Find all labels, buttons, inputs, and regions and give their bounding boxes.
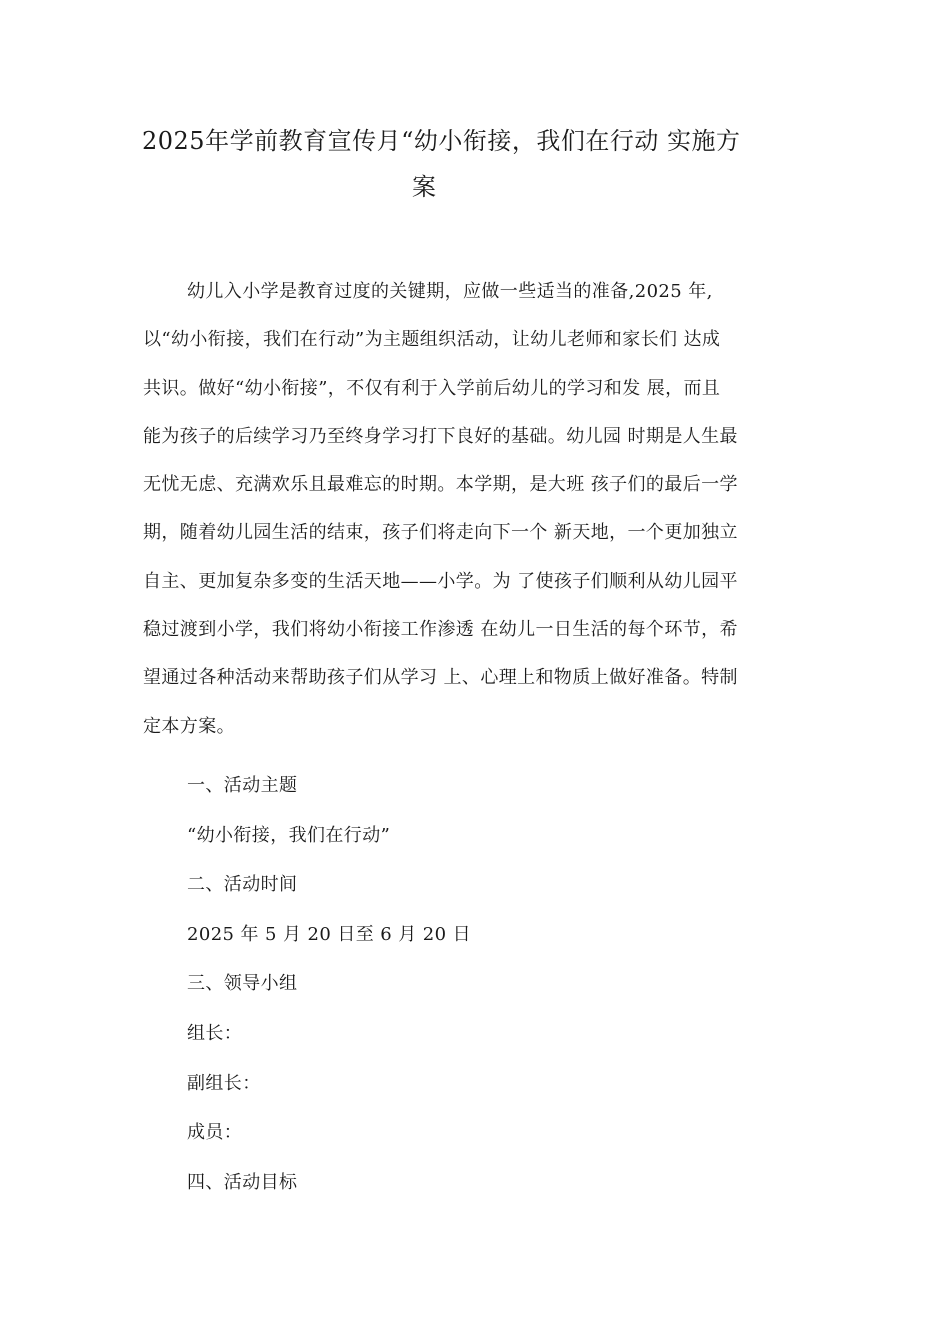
intro-line: 幼儿入小学是教育过度的关键期，应做一些适当的准备,2025 年,	[187, 281, 713, 302]
document-title	[142, 118, 822, 210]
section-heading-time: 二、活动时间	[187, 874, 298, 896]
intro-paragraph	[143, 268, 823, 751]
section-heading-theme: 一、活动主题	[187, 775, 298, 796]
theme-text: “幼小衔接，我们在行动”	[187, 824, 391, 846]
intro-line: 无忧无虑、充满欢乐且最难忘的时期。本学期，是大班 孩子们的最后一学	[143, 474, 738, 496]
section-list	[187, 761, 827, 1207]
section-heading-goals: 四、活动目标	[187, 1171, 298, 1193]
intro-line: 望通过各种活动来帮助孩子们从学习 上、心理上和物质上做好准备。特制	[143, 667, 738, 689]
intro-line: 能为孩子的后续学习乃至终身学习打下良好的基础。幼儿园 时期是人生最	[143, 425, 738, 447]
intro-line: 自主、更加复杂多变的生活天地——小学。为 了使孩子们顺利从幼儿园平	[143, 570, 738, 592]
title-line-1: 2025年学前教育宣传月“幼小衔接，我们在行动 实施方	[142, 127, 741, 155]
intro-line: 以“幼小衔接，我们在行动”为主题组织活动，让幼儿老师和家长们 达成	[143, 329, 721, 351]
intro-line: 稳过渡到小学，我们将幼小衔接工作渗透 在幼儿一日生活的每个环节，希	[143, 619, 738, 641]
deputy-leader-label: 副组长：	[187, 1072, 261, 1094]
leader-label: 组长：	[187, 1022, 243, 1044]
intro-line: 共识。做好“幼小衔接”，不仅有利于入学前后幼儿的学习和发 展，而且	[143, 377, 721, 399]
time-text: 2025 年 5 月 20 日至 6 月 20 日	[187, 923, 472, 945]
intro-line: 定本方案。	[143, 715, 235, 737]
intro-line: 期，随着幼儿园生活的结束，孩子们将走向下一个 新天地，一个更加独立	[143, 522, 738, 544]
section-heading-leadership: 三、领导小组	[187, 973, 298, 995]
title-line-2: 案	[412, 173, 437, 201]
members-label: 成员：	[187, 1122, 243, 1144]
